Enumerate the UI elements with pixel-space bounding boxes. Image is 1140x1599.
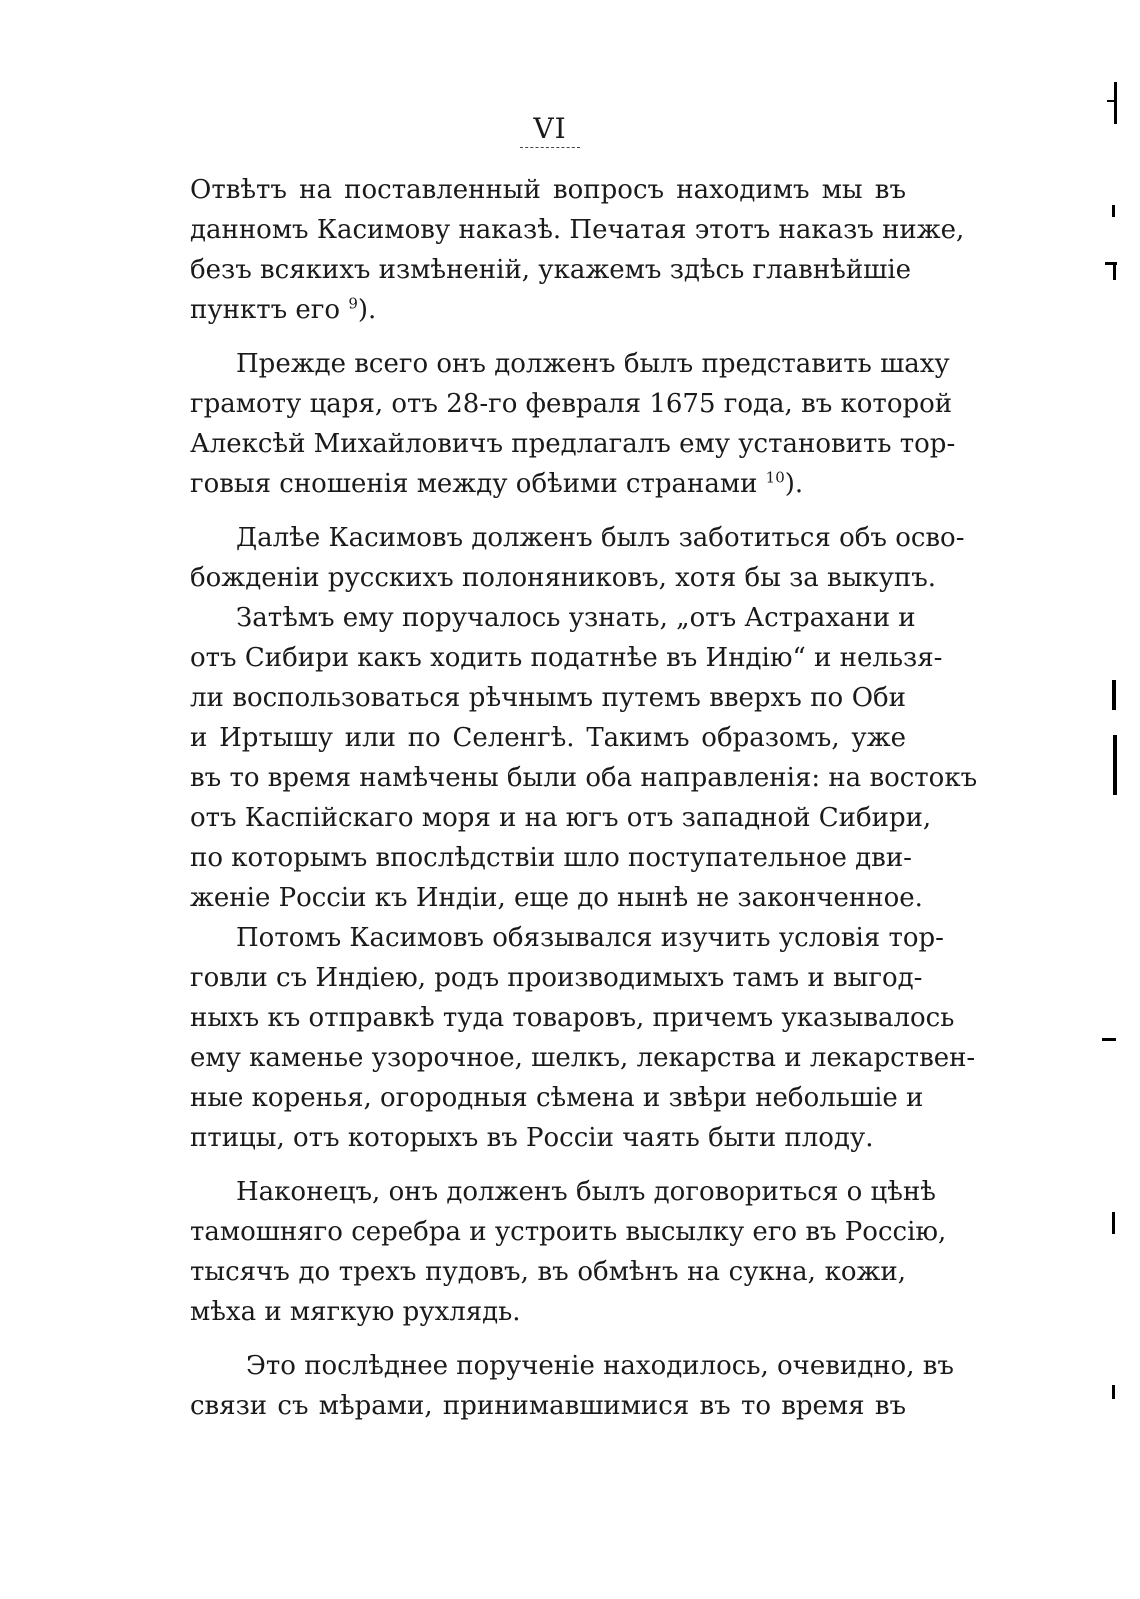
text-line: женіе Россіи къ Индіи, еще до нынѣ не законченное. (190, 883, 923, 913)
text-line: ли воспользоваться рѣчнымъ путемъ вверхъ по Оби (190, 683, 906, 713)
text-line: и Иртышу или по Селенгѣ. Такимъ образомъ, уже (190, 723, 906, 753)
text-line: ные коренья, огородныя сѣмена и звѣри небольшіе и (190, 1083, 924, 1113)
footnote-marker: 10 (765, 468, 785, 487)
paragraph-7 (190, 1346, 954, 1426)
paragraph-2 (190, 344, 956, 504)
scan-speck (1107, 100, 1117, 102)
text-line: Затѣмъ ему поручалось узнать, „отъ Астрахани и (236, 603, 916, 633)
text-line: божденіи русскихъ полоняниковъ, хотя бы за выкупъ. (190, 563, 937, 593)
text-line: птицы, отъ которыхъ въ Россіи чаять быти плоду. (190, 1123, 874, 1153)
scan-speck (1112, 205, 1115, 217)
text-line: въ то время намѣчены были оба направленія: на востокъ (190, 763, 978, 793)
text-line: грамоту царя, отъ 28-го февраля 1675 года, въ которой (190, 389, 953, 419)
text-line: Прежде всего онъ долженъ былъ представить шаху (236, 349, 950, 379)
page-number-label: VI (533, 112, 567, 145)
paragraph-1 (190, 170, 965, 330)
scan-speck (1112, 1212, 1115, 1234)
text-line: говли съ Индіею, родъ производимыхъ тамъ и выгод- (190, 963, 923, 993)
text-line-body: говыя сношенія между обѣими странами (190, 469, 766, 499)
text-line-tail: ). (784, 469, 804, 499)
text-line: отъ Каспійскаго моря и на югъ отъ западной Сибири, (190, 803, 932, 833)
paragraph-6 (190, 1172, 947, 1332)
scan-speck (1112, 680, 1116, 710)
text-line: по которымъ впослѣдствіи шло поступательное дви- (190, 843, 912, 873)
text-line: ему каменье узорочное, шелкъ, лекарства и лекарствен- (190, 1043, 976, 1073)
text-line: тысячъ до трехъ пудовъ, въ обмѣнъ на сукна, кожи, (190, 1257, 906, 1287)
text-line: Отвѣтъ на поставленный вопросъ находимъ мы въ (190, 175, 906, 205)
text-line: безъ всякихъ измѣненій, укажемъ здѣсь главнѣйшіе (190, 255, 912, 285)
scan-speck (1114, 82, 1117, 124)
text-line: Потомъ Касимовъ обязывался изучить условія тор- (236, 923, 944, 953)
text-line: Далѣе Касимовъ долженъ былъ заботиться объ осво- (236, 523, 965, 553)
paragraph-3 (190, 518, 965, 598)
text-line (190, 290, 906, 330)
text-line: связи съ мѣрами, принимавшимися въ то время въ (190, 1391, 906, 1421)
text-line (190, 464, 906, 504)
page-number-rule (520, 147, 580, 148)
scan-speck (1112, 1385, 1115, 1399)
text-line: Наконецъ, онъ долженъ былъ договориться о цѣнѣ (236, 1177, 936, 1207)
text-line: мѣха и мягкую рухлядь. (190, 1297, 521, 1327)
text-line: тамошняго серебра и устроить высылку его въ Россію, (190, 1217, 947, 1247)
text-line-tail: ). (357, 295, 377, 325)
text-line-body: пунктъ его (190, 295, 349, 325)
text-line: Это послѣднее порученіе находилось, очевидно, въ (246, 1351, 954, 1381)
page-number (0, 112, 1100, 148)
text-line: отъ Сибири какъ ходить податнѣе въ Индію“ и нельзя- (190, 643, 943, 673)
scan-speck (1113, 735, 1117, 795)
scan-speck (1113, 262, 1116, 280)
text-line: Алексѣй Михайловичъ предлагалъ ему установить тор- (190, 429, 956, 459)
scan-speck (1102, 1038, 1116, 1041)
paragraph-4 (190, 598, 978, 918)
footnote-marker: 9 (348, 294, 358, 313)
body-text (190, 170, 978, 1426)
text-line: данномъ Касимову наказѣ. Печатая этотъ наказъ ниже, (190, 215, 965, 245)
text-line: ныхъ къ отправкѣ туда товаровъ, причемъ указывалось (190, 1003, 955, 1033)
paragraph-5 (190, 918, 976, 1158)
